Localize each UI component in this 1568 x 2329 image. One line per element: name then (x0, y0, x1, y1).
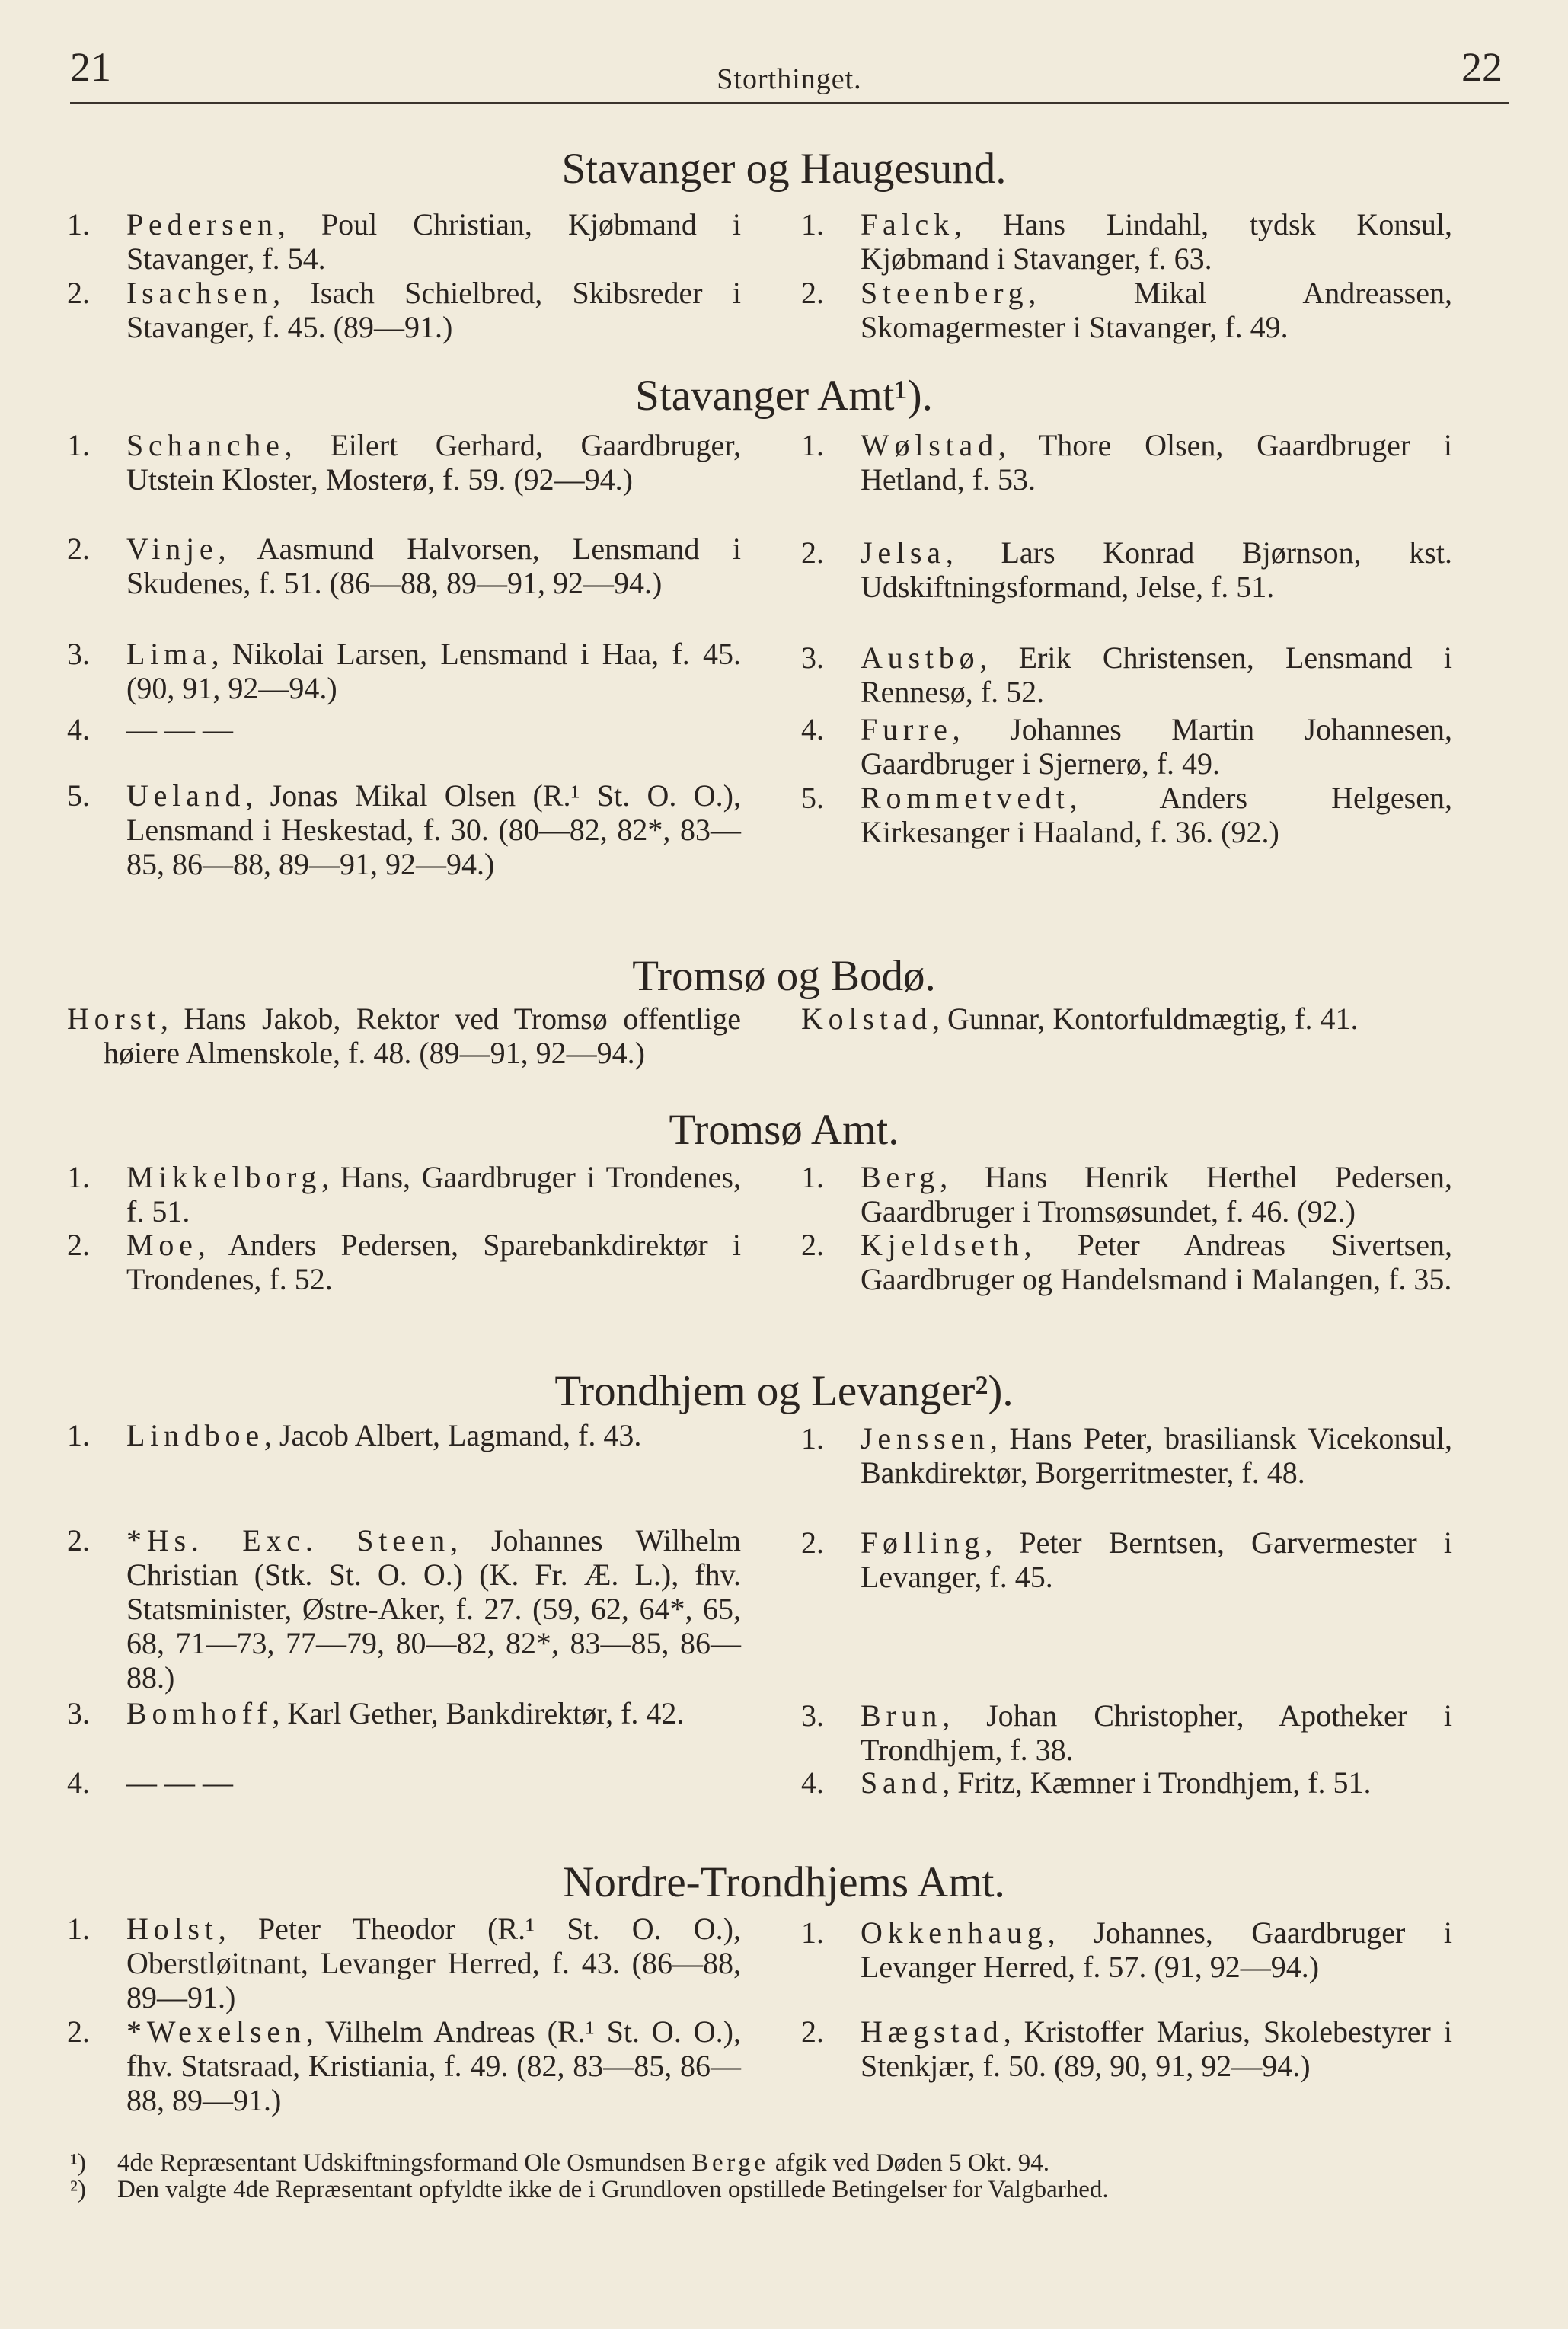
surname: Berg (861, 1160, 940, 1194)
entry-details: , Jacob Albert, Lagmand, f. 43. (263, 1418, 642, 1452)
footnote-text-end: afgik ved Døden 5 Okt. 94. (768, 2149, 1050, 2177)
footnote-text: Den valgte 4de Repræsentant opfyldte ikke de i Grundloven opstillede Betingelser for Valgbarhed. (117, 2176, 1109, 2203)
entry-details: , Johan Christopher, Apotheker i Trondhjem, f. 38. (861, 1698, 1452, 1767)
entry-number: 2. (801, 2014, 824, 2049)
surname: Kjeldseth (861, 1228, 1024, 1262)
section-heading: Trondhjem og Levanger²). (554, 1367, 1014, 1415)
section-heading: Stavanger Amt¹). (635, 372, 933, 420)
entry-details: , Kristoffer Marius, Skolebestyrer i Stenkjær, f. 50. (89, 90, 91, 92—94.) (861, 2014, 1452, 2083)
surname: Hægstad (861, 2014, 1004, 2049)
page-number-left: 21 (70, 44, 111, 90)
entry-number: 1. (801, 1160, 824, 1194)
entry-details: , Hans Henrik Herthel Pedersen, Gaardbruger i Tromsøsundet, f. 46. (92.) (861, 1160, 1452, 1228)
entry-number: 2. (67, 1228, 90, 1262)
entry-details: , Poul Christian, Kjøbmand i Stavanger, f. 54. (126, 207, 741, 276)
entry-details: , Lars Konrad Bjørnson, kst. Udskiftningsformand, Jelse, f. 51. (861, 535, 1452, 604)
entry-details: , Jonas Mikal Olsen (R.¹ St. O. O.), Lensmand i Heskestad, f. 30. (80—82, 82*, 83—85, 86—88, 89—91, 92—94.) (126, 778, 741, 881)
entry-number: 5. (67, 778, 90, 813)
footnote (70, 2176, 1456, 2204)
surname: *Hs. Exc. Steen (126, 1523, 451, 1557)
entry-details: , Erik Christensen, Lensmand i Rennesø, f. 52. (861, 641, 1452, 709)
entry-number: 4. (801, 1765, 824, 1800)
page-header (70, 44, 1509, 104)
section-heading: Tromsø og Bodø. (632, 952, 936, 1000)
entry-number: 3. (801, 641, 824, 675)
surname: Horst (67, 1002, 161, 1036)
entry-details: , Thore Olsen, Gaardbruger i Hetland, f. 53. (861, 428, 1452, 497)
surname: *Wexelsen (126, 2014, 306, 2049)
entry-details: , Vilhelm Andreas (R.¹ St. O. O.), fhv. Statsraad, Kristiania, f. 49. (82, 83—85, 86—88, 89—91.) (126, 2014, 741, 2117)
surname: Wølstad (861, 428, 998, 462)
footnote-mark: ¹) (70, 2149, 86, 2177)
representative-entry (67, 637, 741, 705)
representative-entry (67, 1228, 741, 1296)
entry-number: 1. (67, 207, 90, 241)
surname: Mikkelborg (126, 1160, 322, 1194)
deputy-entry (801, 1765, 1452, 1800)
deputy-entry (801, 1421, 1452, 1490)
deputy-entry (801, 535, 1452, 604)
entry-details: , Anders Helgesen, Kirkesanger i Haaland, f. 36. (92.) (861, 781, 1452, 849)
surname: Følling (861, 1526, 985, 1560)
representative-entry (67, 1912, 741, 2014)
representative-entry (67, 712, 741, 746)
entry-number: 1. (67, 428, 90, 462)
footnote-text: 4de Repræsentant Udskiftningsformand Ole Osmundsen (117, 2149, 692, 2177)
entry-number: 3. (801, 1698, 824, 1733)
entry-details: , Peter Theodor (R.¹ St. O. O.), Oberstløitnant, Levanger Herred, f. 43. (86—88, 89—91.) (126, 1912, 741, 2014)
entry-details: , Johannes Martin Johannesen, Gaardbruger i Sjernerø, f. 49. (861, 712, 1452, 781)
surname: Jelsa (861, 535, 946, 570)
surname: Austbø (861, 641, 980, 675)
entry-number: 2. (801, 1228, 824, 1262)
representative-entry (67, 1696, 741, 1730)
entry-details: , Karl Gether, Bankdirektør, f. 42. (272, 1696, 685, 1730)
entry-number: 4. (67, 1765, 90, 1800)
deputy-entry (801, 428, 1452, 497)
entry-details: , Hans Peter, brasiliansk Vicekonsul, Bankdirektør, Borgerritmester, f. 48. (861, 1421, 1452, 1490)
surname: Moe (126, 1228, 198, 1262)
entry-number: 1. (801, 207, 824, 241)
entry-number: 1. (801, 1421, 824, 1455)
entry-number: 2. (67, 1523, 90, 1557)
surname: Schanche (126, 428, 285, 462)
entry-details: — — — (126, 712, 233, 746)
deputy-entry (801, 1160, 1452, 1228)
entry-details: , Gunnar, Kontorfuldmægtig, f. 41. (932, 1002, 1359, 1036)
entry-details: , Mikal Andreassen, Skomagermester i Stavanger, f. 49. (861, 276, 1452, 344)
representative-entry (67, 276, 741, 344)
running-title: Storthinget. (717, 63, 862, 95)
section-heading: Stavanger og Haugesund. (561, 145, 1007, 193)
entry-number: 2. (801, 1526, 824, 1560)
entry-number: 3. (67, 1696, 90, 1730)
deputy-entry (801, 207, 1452, 276)
entry-number: 2. (67, 532, 90, 566)
section-heading: Tromsø Amt. (669, 1106, 899, 1154)
surname: Isachsen (126, 276, 273, 310)
entry-number: 1. (67, 1418, 90, 1452)
deputy-entry (801, 641, 1452, 709)
surname: Brun (861, 1698, 943, 1733)
entry-details: , Hans Lindahl, tydsk Konsul, Kjøbmand i Stavanger, f. 63. (861, 207, 1452, 276)
surname: Lima (126, 637, 212, 671)
deputy-entry (801, 1228, 1452, 1296)
representative-entry (67, 1523, 741, 1695)
footnote-name: Berge (691, 2149, 769, 2177)
entry-details: , Peter Berntsen, Garvermester i Levanger, f. 45. (861, 1526, 1452, 1594)
surname: Kolstad (801, 1002, 933, 1036)
entry-details: — — — (126, 1765, 233, 1800)
entry-details: , Eilert Gerhard, Gaardbruger, Utstein Kloster, Mosterø, f. 59. (92—94.) (126, 428, 741, 497)
entry-number: 4. (67, 712, 90, 746)
deputy-entry (801, 276, 1452, 344)
deputy-entry (801, 1526, 1452, 1594)
surname: Falck (861, 207, 954, 241)
entry-number: 2. (67, 276, 90, 310)
surname: Ueland (126, 778, 246, 813)
deputy-entry (801, 1915, 1452, 1984)
page-number-right: 22 (1461, 44, 1503, 90)
representative-entry (67, 1765, 741, 1800)
representative-entry (67, 532, 741, 600)
entry-details: , Isach Schielbred, Skibsreder i Stavanger, f. 45. (89—91.) (126, 276, 741, 344)
representative-entry (67, 778, 741, 881)
deputy-entry (801, 712, 1452, 781)
representative-entry (67, 1418, 741, 1452)
deputy-entry (801, 1002, 1452, 1036)
entry-number: 1. (67, 1912, 90, 1946)
surname: Sand (861, 1765, 943, 1800)
entry-details: , Aasmund Halvorsen, Lensmand i Skudenes, f. 51. (86—88, 89—91, 92—94.) (126, 532, 741, 600)
surname: Rommetvedt (861, 781, 1070, 815)
entry-number: 5. (801, 781, 824, 815)
surname: Holst (126, 1912, 219, 1946)
entry-number: 2. (801, 276, 824, 310)
entry-number: 1. (801, 1915, 824, 1950)
entry-details: , Johannes Wilhelm Christian (Stk. St. O. O.) (K. Fr. Æ. L.), fhv. Statsminister, Østre-Aker, f. 27. (59, 62, 64*, 65, 68, 71—73, 77—79, 80—82, 82*, 83—85, 86—88.) (126, 1523, 741, 1695)
representative-entry (67, 428, 741, 497)
deputy-entry (801, 2014, 1452, 2083)
surname: Vinje (126, 532, 219, 566)
deputy-entry (801, 781, 1452, 849)
surname: Steenberg (861, 276, 1029, 310)
deputy-entry (801, 1698, 1452, 1767)
entry-details: , Johannes, Gaardbruger i Levanger Herred, f. 57. (91, 92—94.) (861, 1915, 1452, 1984)
footnote (70, 2149, 1456, 2177)
entry-number: 3. (67, 637, 90, 671)
representative-entry (67, 207, 741, 276)
entry-number: 1. (67, 1160, 90, 1194)
entry-details: , Fritz, Kæmner i Trondhjem, f. 51. (942, 1765, 1372, 1800)
surname: Okkenhaug (861, 1915, 1048, 1950)
entry-details: , Hans Jakob, Rektor ved Tromsø offentlige høiere Almenskole, f. 48. (89—91, 92—94.) (104, 1002, 741, 1070)
representative-entry (67, 2014, 741, 2117)
surname: Furre (861, 712, 953, 746)
entry-details: , Hans, Gaardbruger i Trondenes, f. 51. (126, 1160, 741, 1228)
entry-details: , Peter Andreas Sivertsen, Gaardbruger og Handelsmand i Malangen, f. 35. (861, 1228, 1452, 1296)
surname: Pedersen (126, 207, 278, 241)
entry-number: 1. (801, 428, 824, 462)
entry-details: , Anders Pedersen, Sparebankdirektør i Trondenes, f. 52. (126, 1228, 741, 1296)
entry-number: 2. (67, 2014, 90, 2049)
entry-number: 4. (801, 712, 824, 746)
representative-entry (67, 1160, 741, 1228)
representative-entry (67, 1002, 741, 1070)
section-heading: Nordre-Trondhjems Amt. (563, 1858, 1005, 1906)
surname: Bomhoff (126, 1696, 273, 1730)
entry-details: , Nikolai Larsen, Lensmand i Haa, f. 45. (90, 91, 92—94.) (126, 637, 741, 705)
surname: Jenssen (861, 1421, 990, 1455)
entry-number: 2. (801, 535, 824, 570)
footnote-mark: ²) (70, 2176, 86, 2203)
surname: Lindboe (126, 1418, 264, 1452)
